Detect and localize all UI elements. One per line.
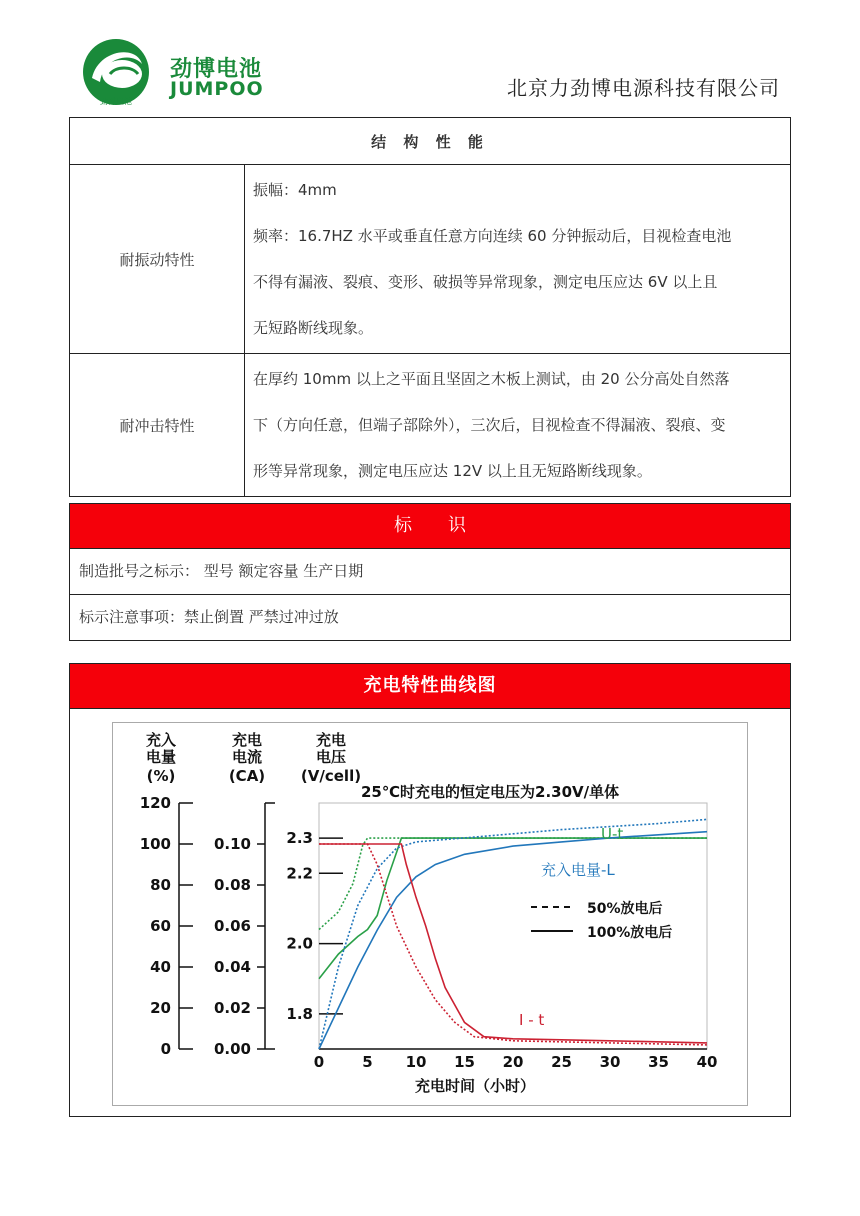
voltage-tick-label: 1.8 <box>286 1004 313 1023</box>
axis-label-voltage: 电压 <box>315 748 347 766</box>
legend-solid-label: 100%放电后 <box>587 925 673 941</box>
label-u-t: U-t <box>601 825 624 843</box>
text-line: 形等异常现象，测定电压应达 12V 以上且无短路断线现象。 <box>253 462 652 480</box>
text-line: 振幅：4mm <box>253 181 337 199</box>
voltage-tick-label: 2.2 <box>286 864 313 883</box>
axis-label-charge: 电量 <box>145 748 177 766</box>
axis-label-charge: (%) <box>146 767 176 785</box>
page-header <box>0 0 860 120</box>
impact-label: 耐冲击特性 <box>70 354 245 497</box>
charge-tick-label: 80 <box>150 876 171 894</box>
batch-number-row: 制造批号之标示： 型号 额定容量 生产日期 <box>79 562 364 580</box>
x-tick-label: 35 <box>648 1053 669 1071</box>
charging-curve-section <box>69 663 791 1117</box>
logo-emblem-icon <box>80 38 152 110</box>
x-tick-label: 0 <box>313 1053 325 1071</box>
structure-performance-table <box>69 117 791 497</box>
charge-tick-label: 40 <box>150 958 171 976</box>
logo-chinese-name: 劲博电池 <box>170 57 263 82</box>
marking-title: 标 识 <box>70 504 790 549</box>
series-line-crimson-dashed <box>319 844 707 1045</box>
label-i-t: I - t <box>519 1011 545 1029</box>
vibration-description <box>245 165 791 354</box>
logo-english-name: JUMPOO <box>170 78 264 100</box>
label-charge-l: 充入电量-L <box>541 861 615 879</box>
table-row <box>70 165 791 354</box>
current-tick-label: 0.06 <box>213 917 251 935</box>
current-tick-label: 0.02 <box>213 999 251 1017</box>
axis-label-voltage: 充电 <box>315 731 347 749</box>
current-tick-label: 0.04 <box>213 958 251 976</box>
series-line-crimson-solid <box>319 844 707 1043</box>
text-line: 不得有漏液、裂痕、变形、破损等异常现象，测定电压应达 6V 以上且 <box>253 273 718 291</box>
x-tick-label: 25 <box>551 1053 572 1071</box>
caution-row: 标示注意事项：禁止倒置 严禁过冲过放 <box>70 594 790 640</box>
x-tick-label: 15 <box>454 1053 475 1071</box>
impact-description <box>245 354 791 497</box>
chart-subtitle: 25℃时充电的恒定电压为2.30V/单体 <box>361 783 620 801</box>
legend-dashed-label: 50%放电后 <box>587 901 663 917</box>
charge-tick-label: 100 <box>139 835 171 853</box>
x-tick-label: 10 <box>405 1053 427 1071</box>
x-tick-label: 5 <box>362 1053 373 1071</box>
charging-curve-chart <box>113 723 747 1105</box>
table-title: 结 构 性 能 <box>70 118 791 165</box>
voltage-tick-label: 2.3 <box>286 829 313 848</box>
charge-tick-label: 20 <box>150 999 171 1017</box>
axis-label-current: 电流 <box>231 748 263 766</box>
marking-section <box>69 503 791 641</box>
axis-label-charge: 充入 <box>145 731 177 749</box>
charge-tick-label: 0 <box>160 1040 171 1058</box>
chart-frame <box>112 722 748 1106</box>
charge-tick-label: 120 <box>139 794 171 812</box>
axis-label-voltage: (V/cell) <box>300 767 362 785</box>
axis-label-current: (CA) <box>228 767 266 785</box>
text-line: 下（方向任意，但端子部除外），三次后，目视检查不得漏液、裂痕、变 <box>253 416 726 434</box>
x-tick-label: 30 <box>599 1053 621 1071</box>
vibration-label: 耐振动特性 <box>70 165 245 354</box>
x-axis-label: 充电时间（小时） <box>414 1077 536 1095</box>
company-name: 北京力劲博电源科技有限公司 <box>507 76 780 100</box>
current-tick-label: 0.08 <box>213 876 251 894</box>
chart-title: 充电特性曲线图 <box>70 664 790 709</box>
x-tick-label: 20 <box>502 1053 524 1071</box>
logo-small-text: 劲博电池 <box>100 97 132 106</box>
charge-tick-label: 60 <box>150 917 171 935</box>
text-line: 无短路断线现象。 <box>253 319 374 337</box>
x-tick-label: 40 <box>696 1053 718 1071</box>
text-line: 频率：16.7HZ 水平或垂直任意方向连续 60 分钟振动后，目视检查电池 <box>253 227 732 245</box>
current-tick-label: 0.10 <box>213 835 251 853</box>
axis-label-current: 充电 <box>231 731 263 749</box>
voltage-tick-label: 2.0 <box>286 934 313 953</box>
table-row <box>70 354 791 497</box>
current-tick-label: 0.00 <box>213 1040 251 1058</box>
text-line: 在厚约 10mm 以上之平面且坚固之木板上测试，由 20 公分高处自然落 <box>253 370 730 388</box>
